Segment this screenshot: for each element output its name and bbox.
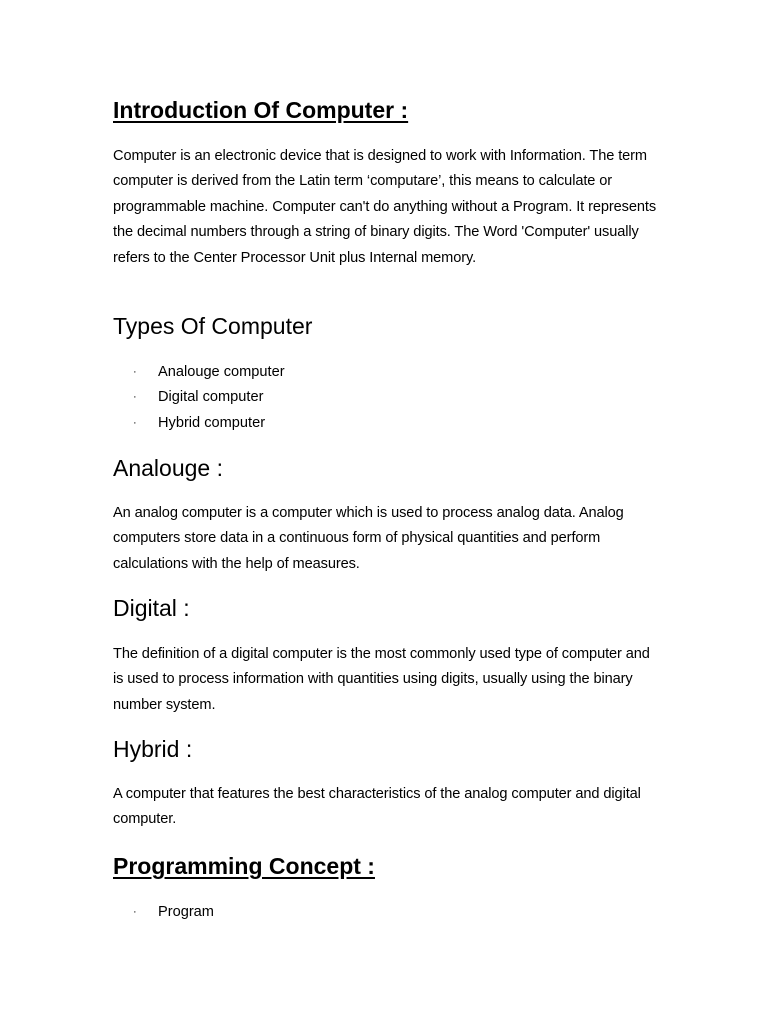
heading-programming-concept: Programming Concept :	[113, 853, 375, 879]
programming-list	[113, 900, 214, 925]
bullet-icon: ·	[133, 906, 137, 918]
bullet-icon: ·	[133, 366, 137, 378]
types-list	[113, 360, 285, 436]
bullet-icon: ·	[133, 391, 137, 404]
paragraph-digital: The definition of a digital computer is the most commonly used type of computer and is used to process information with quantities using digits, usually using the binary number system.	[113, 646, 650, 713]
heading-digital: Digital :	[113, 595, 190, 621]
paragraph-introduction: Computer is an electronic device that is designed to work with Information. The term computer is derived from the Latin term ‘computare’, this means to calculate or programmable machine. Computer can't do anything without a Program. It represents the decimal numbers through a string of binary digits. The Word 'Computer' usually refers to the Center Processor Unit plus Internal memory.	[113, 148, 657, 266]
list-item	[113, 411, 285, 436]
list-item-label: Digital computer	[158, 389, 264, 406]
heading-analouge: Analouge :	[113, 455, 223, 481]
heading-types-of-computer: Types Of Computer	[113, 313, 313, 339]
list-item-label: Program	[158, 904, 214, 920]
paragraph-hybrid: A computer that features the best characteristics of the analog computer and digital computer.	[113, 786, 641, 828]
list-item-label: Analouge computer	[158, 364, 285, 380]
bullet-icon: ·	[133, 416, 137, 429]
paragraph-analouge: An analog computer is a computer which is used to process analog data. Analog computers store data in a continuous form of physical quantities and perform calculations with the help of measures.	[113, 505, 624, 572]
heading-introduction: Introduction Of Computer :	[113, 97, 409, 123]
list-item	[113, 360, 285, 385]
list-item	[113, 385, 285, 410]
heading-hybrid: Hybrid :	[113, 736, 193, 762]
list-item	[113, 900, 214, 925]
list-item-label: Hybrid computer	[158, 414, 266, 431]
